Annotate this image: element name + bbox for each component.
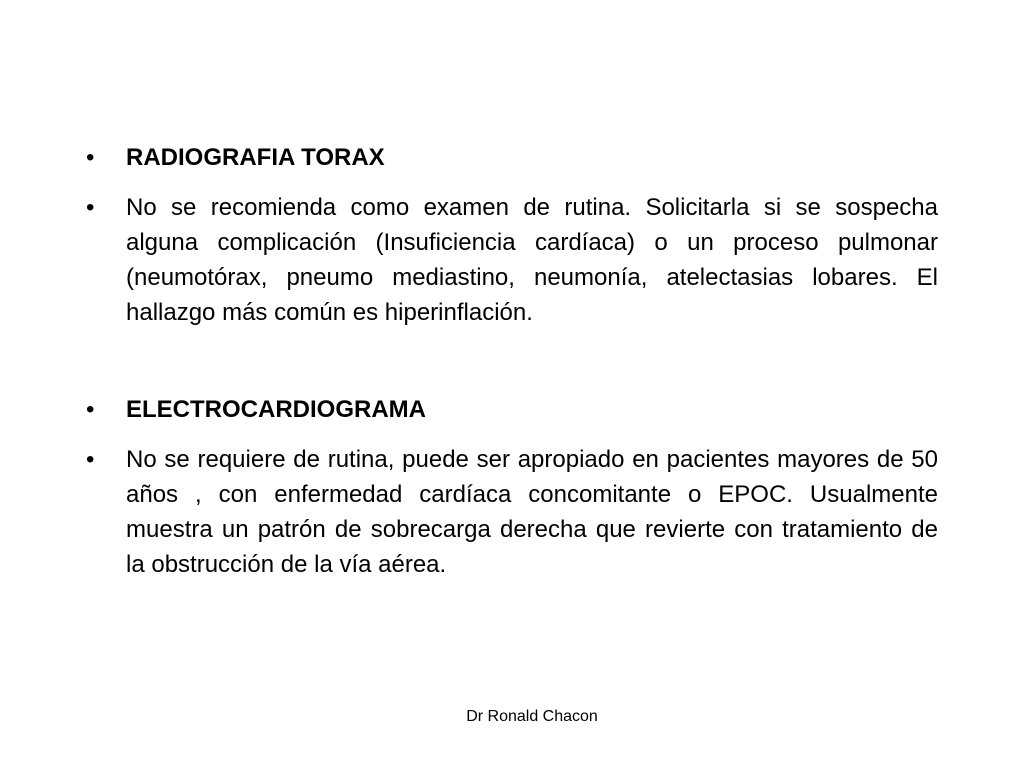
- bullet-icon: •: [86, 194, 95, 221]
- section-heading: RADIOGRAFIA TORAX: [126, 144, 385, 171]
- footer-author: Dr Ronald Chacon: [466, 708, 598, 725]
- paragraph-text: No se requiere de rutina, puede ser apropiado en pacientes mayores de 50 años , con enfermedad cardíaca concomitante o EPOC. Usualmente muestra un patrón de sobrecarga derecha que revierte con tratamiento de la obstrucción de la vía aérea.: [126, 446, 938, 578]
- bullet-list: [86, 140, 938, 582]
- bullet-icon: •: [86, 144, 95, 171]
- bullet-icon: •: [86, 446, 95, 473]
- section-heading: ELECTROCARDIOGRAMA: [126, 396, 426, 423]
- bullet-item-radiografia-heading: [86, 140, 938, 175]
- bullet-icon: •: [86, 396, 95, 423]
- bullet-item-electrocardiograma-text: [86, 442, 938, 582]
- bullet-item-radiografia-text: [86, 190, 938, 330]
- paragraph-text: No se recomienda como examen de rutina. Solicitarla si se sospecha alguna complicación (Insuficiencia cardíaca) o un proceso pulmonar (neumotórax, pneumo mediastino, neumonía, atelectasias lobares. El hallazgo más común es hiperinflación.: [126, 194, 938, 326]
- bullet-item-electrocardiograma-heading: [86, 392, 938, 427]
